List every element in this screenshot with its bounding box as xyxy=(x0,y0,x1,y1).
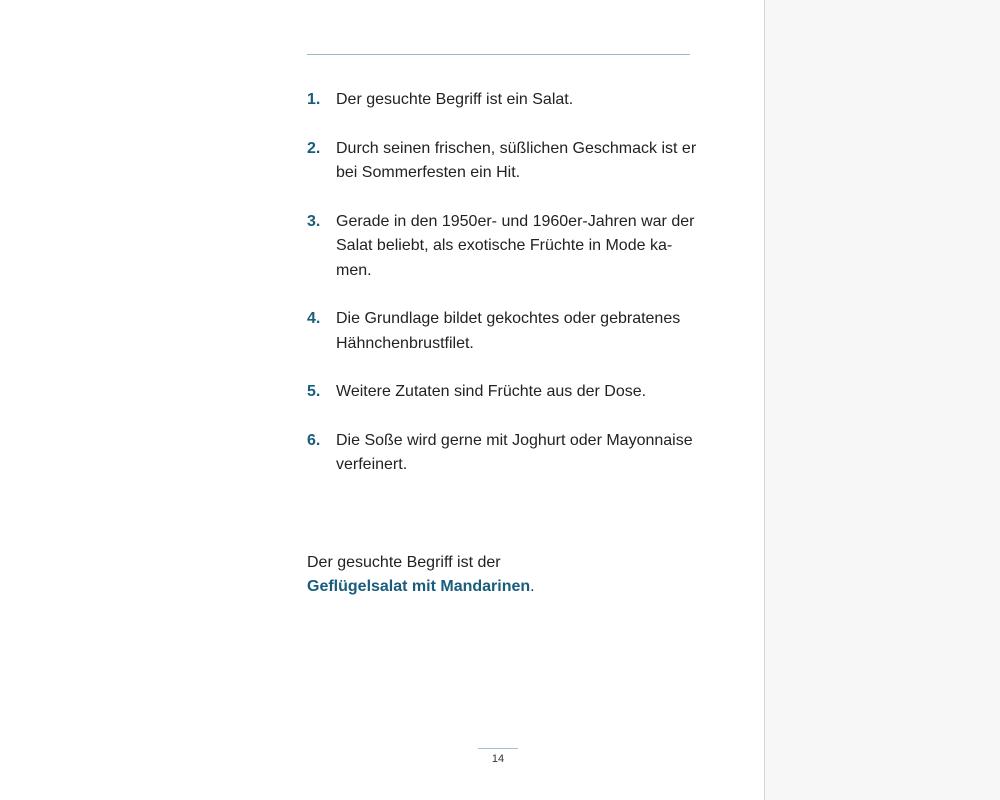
clue-item xyxy=(307,429,707,478)
page-number-divider xyxy=(478,748,518,749)
clue-text: Durch seinen frischen, süßlichen Geschmack ist er bei Sommerfesten ein Hit. xyxy=(336,139,697,181)
clue-number: 2. xyxy=(307,139,321,157)
solution-term: Geflügelsalat mit Mandarinen xyxy=(307,578,531,595)
solution-block xyxy=(307,551,727,599)
clue-text: Der gesuchte Begriff ist ein Salat. xyxy=(336,91,574,108)
clue-number: 4. xyxy=(307,310,321,327)
page-number: 14 xyxy=(491,753,505,765)
clue-item xyxy=(307,88,707,113)
clue-item xyxy=(307,380,707,405)
clue-number: 1. xyxy=(307,91,321,108)
solution-intro: Der gesuchte Begriff ist der xyxy=(307,554,501,571)
clue-text: Gerade in den 1950er- und 1960er-Jahren war der Salat beliebt, als exotische Früchte in Mode ka- men. xyxy=(336,212,695,279)
clue-number: 3. xyxy=(307,212,321,230)
top-divider xyxy=(307,54,690,55)
clue-item xyxy=(307,307,707,356)
clue-text: Die Grundlage bildet gekochtes oder gebratenes Hähnchenbrustfilet. xyxy=(336,310,681,352)
clue-number: 6. xyxy=(307,431,321,449)
adjacent-page xyxy=(765,0,1000,800)
clue-text: Die Soße wird gerne mit Joghurt oder Mayonnaise verfeinert. xyxy=(336,431,693,473)
clue-text: Weitere Zutaten sind Früchte aus der Dose. xyxy=(336,383,647,400)
clue-list xyxy=(307,88,707,478)
solution-period: . xyxy=(530,578,535,595)
clue-item xyxy=(307,210,707,284)
clue-item xyxy=(307,137,707,186)
clue-number: 5. xyxy=(307,383,321,400)
